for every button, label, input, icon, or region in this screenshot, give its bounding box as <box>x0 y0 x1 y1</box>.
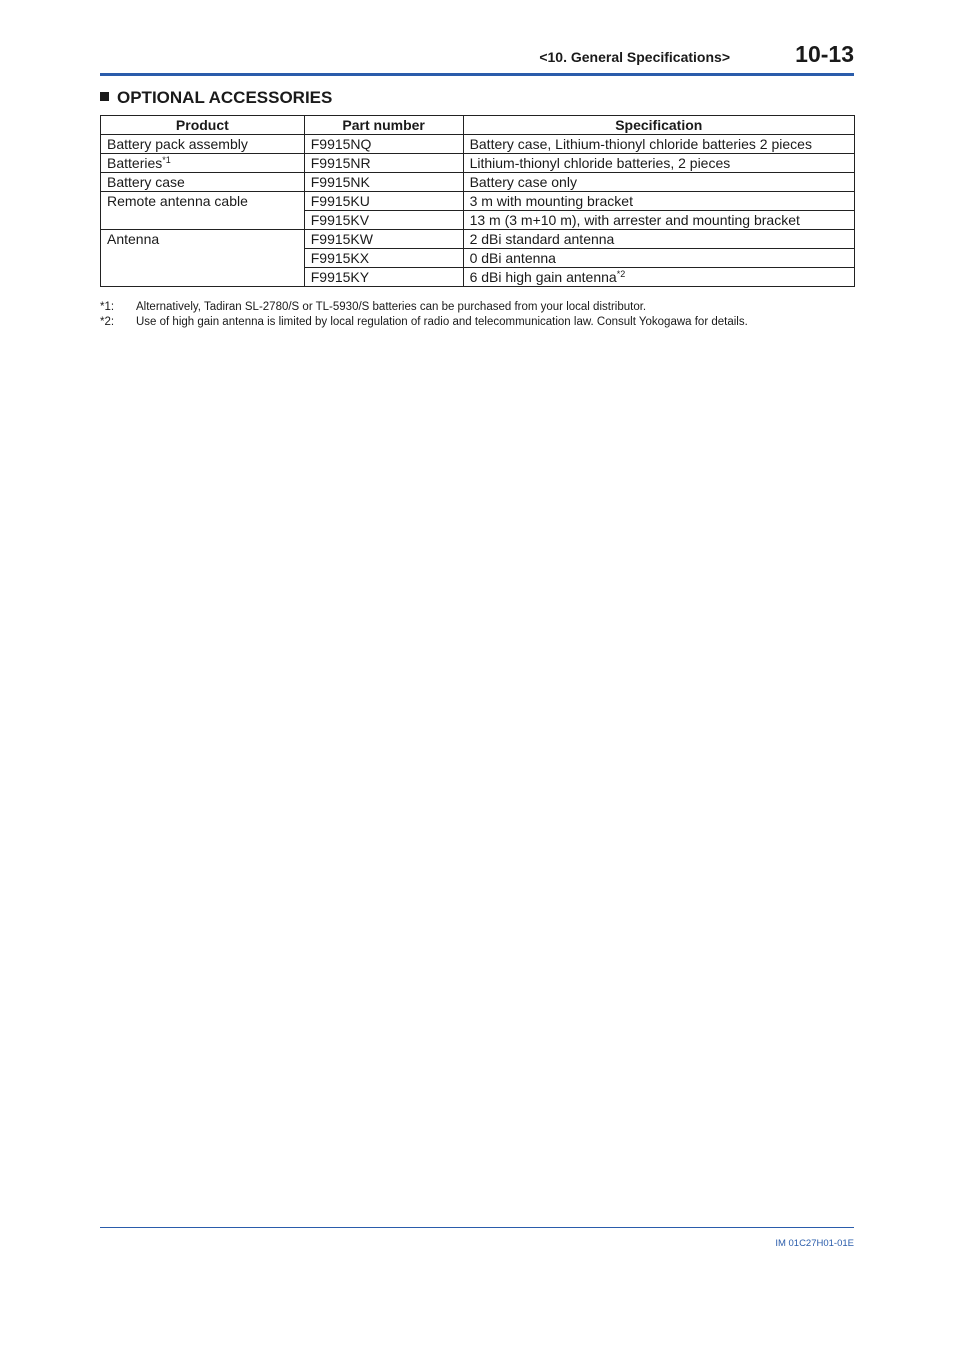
product-cell: Remote antenna cable <box>101 192 305 230</box>
table-row <box>101 154 855 173</box>
accessories-table <box>100 115 855 287</box>
specification-cell: 3 m with mounting bracket <box>463 192 854 211</box>
part-number-cell: F9915KW <box>304 230 463 249</box>
section-title-text: OPTIONAL ACCESSORIES <box>117 88 333 107</box>
document-id: IM 01C27H01-01E <box>775 1238 854 1249</box>
table-row <box>101 192 855 211</box>
part-number-cell: F9915KU <box>304 192 463 211</box>
column-header-product: Product <box>101 116 305 135</box>
header-divider <box>100 73 854 76</box>
page-header <box>100 40 854 76</box>
product-cell: Battery case <box>101 173 305 192</box>
footnote-item <box>100 315 854 330</box>
footnote-text: Alternatively, Tadiran SL-2780/S or TL-5930/S batteries can be purchased from your local distributor. <box>136 301 647 313</box>
column-header-specification: Specification <box>463 116 854 135</box>
specification-cell <box>463 268 854 287</box>
footnote-mark: *2: <box>100 316 115 328</box>
product-cell <box>101 154 305 173</box>
part-number-cell: F9915KV <box>304 211 463 230</box>
footnotes <box>100 300 854 330</box>
table-row <box>101 173 855 192</box>
specification-cell: Battery case only <box>463 173 854 192</box>
part-number-cell: F9915NQ <box>304 135 463 154</box>
section-title <box>100 88 332 108</box>
specification-cell: 2 dBi standard antenna <box>463 230 854 249</box>
footnote-ref: *1 <box>162 155 171 165</box>
table-header-row <box>101 116 855 135</box>
specification-cell: Lithium-thionyl chloride batteries, 2 pieces <box>463 154 854 173</box>
part-number-cell: F9915NR <box>304 154 463 173</box>
footnote-text: Use of high gain antenna is limited by local regulation of radio and telecommunication law. Consult Yokogawa for details. <box>136 316 748 328</box>
footnote-item <box>100 300 854 315</box>
product-cell: Battery pack assembly <box>101 135 305 154</box>
footnote-ref: *2 <box>616 269 626 279</box>
part-number-cell: F9915KY <box>304 268 463 287</box>
chapter-title: <10. General Specifications> <box>539 49 730 65</box>
product-text: Batteries <box>107 155 163 171</box>
product-cell: Antenna <box>101 230 305 287</box>
footer-divider <box>100 1227 854 1228</box>
specification-cell: Battery case, Lithium-thionyl chloride batteries 2 pieces <box>463 135 854 154</box>
table-row <box>101 135 855 154</box>
part-number-cell: F9915NK <box>304 173 463 192</box>
footnote-mark: *1: <box>100 301 115 313</box>
specification-cell: 0 dBi antenna <box>463 249 854 268</box>
column-header-part-number: Part number <box>304 116 463 135</box>
specification-cell: 13 m (3 m+10 m), with arrester and mounting bracket <box>463 211 854 230</box>
specification-text: 6 dBi high gain antenna <box>469 269 617 285</box>
square-bullet-icon <box>100 92 109 101</box>
page-number: 10-13 <box>795 41 854 67</box>
table-row <box>101 230 855 249</box>
part-number-cell: F9915KX <box>304 249 463 268</box>
